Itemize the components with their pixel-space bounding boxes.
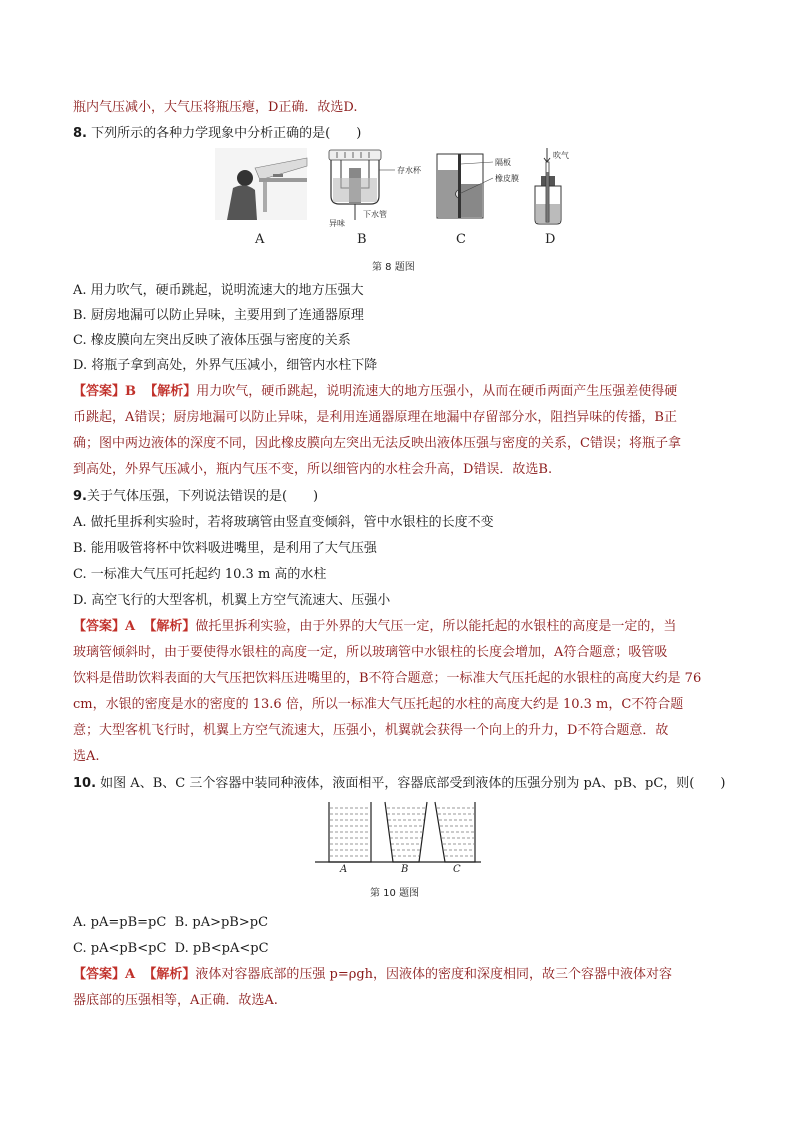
q10-option-d: D. pB<pA<pC — [174, 941, 269, 956]
q10-option-b: B. pA>pB>pC — [174, 915, 269, 930]
q10-figure — [315, 798, 481, 866]
q8-figure — [215, 148, 595, 233]
q9-option-b: B. 能用吸管将杯中饮料吸进嘴里，是利用了大气压强 — [73, 541, 377, 556]
q8-b-pipe-label: 下水管 — [363, 210, 387, 219]
q10-answer-line-1 — [73, 962, 723, 988]
q10-container-a — [329, 802, 371, 862]
q9-option-d: D. 高空飞行的大型客机，机翼上方空气流速大、压强小 — [73, 593, 391, 608]
q10-analysis-2: 器底部的压强相等，A正确．故选A. — [73, 993, 278, 1008]
q9-analysis-1: 做托里拆利实验，由于外界的大气压一定，所以能托起的水银柱的高度是一定的，当 — [195, 619, 677, 634]
q8-c-membrane-label: 橡皮膜 — [495, 174, 519, 183]
q8-option-c: C. 橡皮膜向左突出反映了液体压强与密度的关系 — [73, 333, 351, 348]
q9-analysis-tag: 【解析】 — [143, 619, 196, 634]
q10-caption: 第 10 题图 — [370, 888, 420, 899]
q8-d-blow-label: 吹气 — [553, 151, 569, 160]
q8-option-d: D. 将瓶子拿到高处，外界气压减小，细管内水柱下降 — [73, 358, 378, 373]
q8-figure-d — [535, 148, 569, 224]
q10-label-c: C — [453, 864, 461, 875]
q9-answer-line-1 — [73, 614, 723, 640]
q8-figure-a — [215, 148, 307, 220]
q8-number: 8. — [73, 126, 87, 141]
q9-analysis-5: 意；大型客机飞行时，机翼上方空气流速大，压强小，机翼就会获得一个向上的升力，D不符合题意．故 — [73, 723, 669, 738]
q8-c-divider-label: 隔板 — [495, 158, 511, 167]
q10-stem-line — [73, 771, 726, 797]
q10-number: 10. — [73, 776, 97, 791]
q8-option-a: A. 用力吹气，硬币跳起，说明流速大的地方压强大 — [73, 283, 364, 298]
q9-stem: 关于气体压强，下列说法错误的是( ) — [86, 489, 319, 504]
q8-label-b: B — [357, 232, 367, 247]
q8-b-cup-label: 存水杯 — [397, 166, 421, 175]
q8-label-a: A — [255, 232, 265, 247]
q8-caption: 第 8 题图 — [372, 262, 415, 273]
q9-option-c: C. 一标准大气压可托起约 10.3 m 高的水柱 — [73, 567, 327, 582]
q8-b-smell-label: 异味 — [329, 219, 345, 228]
q8-analysis-4: 到高处，外界气压减小，瓶内气压不变，所以细管内的水柱会升高，D错误．故选B. — [73, 462, 553, 477]
q8-analysis-3: 确；图中两边液体的深度不同，因此橡皮膜向左突出无法反映出液体压强与密度的关系，C错误；将瓶子拿 — [73, 436, 681, 451]
q10-stem: 如图 A、B、C 三个容器中装同种液体，液面相平，容器底部受到液体的压强分别为 pA、pB、pC，则( ) — [100, 776, 726, 791]
q9-number: 9. — [73, 489, 87, 504]
q9-analysis-3: 饮料是借助饮料表面的大气压把饮料压进嘴里的，B不符合题意；一标准大气压托起的水银柱的高度大约是 76 — [73, 671, 702, 686]
q8-figure-b — [329, 150, 422, 228]
previous-answer-tail: 瓶内气压减小，大气压将瓶压瘪，D正确．故选D. — [73, 100, 358, 115]
q8-analysis-tag: 【解析】 — [144, 384, 197, 399]
q8-label-d: D — [545, 232, 556, 247]
q10-options-row-2 — [73, 936, 723, 962]
q10-answer-tag: 【答案】A — [73, 967, 136, 982]
q10-option-a: A. pA=pB=pC — [73, 915, 167, 930]
q8-figure-c — [437, 154, 519, 218]
q8-analysis-1: 用力吹气，硬币跳起，说明流速大的地方压强小，从而在硬币两面产生压强差使得硬 — [196, 384, 678, 399]
q10-analysis-tag: 【解析】 — [143, 967, 196, 982]
q9-stem-line — [73, 484, 723, 510]
q10-options-row-1 — [73, 910, 723, 936]
q9-answer-tag: 【答案】A — [73, 619, 136, 634]
q9-analysis-2: 玻璃管倾斜时，由于要使得水银柱的高度一定，所以玻璃管中水银柱的长度会增加，A符合题意；吸管吸 — [73, 645, 668, 660]
q9-analysis-6: 选A. — [73, 749, 100, 764]
q10-label-a: A — [340, 864, 348, 875]
q10-label-b: B — [401, 864, 409, 875]
q10-analysis-1: 液体对容器底部的压强 p=ρgh，因液体的密度和深度相同，故三个容器中液体对容 — [195, 967, 673, 982]
q10-container-b — [385, 802, 427, 862]
q8-answer-line-1 — [73, 379, 723, 405]
q8-option-b: B. 厨房地漏可以防止异味，主要用到了连通器原理 — [73, 308, 364, 323]
q9-option-a: A. 做托里拆利实验时，若将玻璃管由竖直变倾斜，管中水银柱的长度不变 — [73, 515, 494, 530]
q10-option-c: C. pA<pB<pC — [73, 941, 167, 956]
q8-stem-line — [73, 121, 723, 147]
q8-stem: 下列所示的各种力学现象中分析正确的是( ) — [91, 126, 362, 141]
q9-analysis-4: cm，水银的密度是水的密度的 13.6 倍，所以一标准大气压托起的水柱的高度大约是 10.3 m，C不符合题 — [73, 697, 684, 712]
q8-label-c: C — [456, 232, 466, 247]
q8-answer-tag: 【答案】B — [73, 384, 136, 399]
q10-container-c — [435, 802, 475, 862]
q8-analysis-2: 币跳起，A错误；厨房地漏可以防止异味，是利用连通器原理在地漏中存留部分水，阻挡异味的传播，B正 — [73, 410, 677, 425]
